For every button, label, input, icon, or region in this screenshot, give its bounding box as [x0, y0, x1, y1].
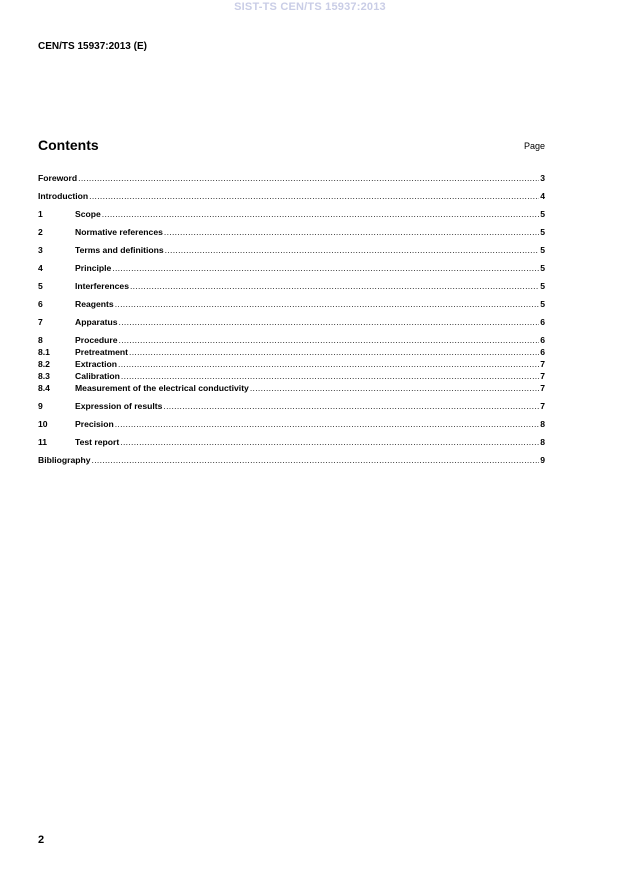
- toc-page: 6: [540, 317, 545, 327]
- toc-number: 5: [38, 281, 43, 291]
- toc-page: 6: [540, 335, 545, 345]
- dot-leader: [89, 191, 539, 201]
- toc-entry-foreword[interactable]: [38, 173, 545, 183]
- toc-entry-8-4[interactable]: [38, 383, 545, 393]
- toc-entry-9[interactable]: [38, 401, 545, 411]
- toc-page: 8: [540, 419, 545, 429]
- toc-entry-8[interactable]: [38, 335, 545, 345]
- toc-entry-8-1[interactable]: [38, 347, 545, 357]
- toc-title: Calibration: [75, 371, 120, 381]
- toc-page: 8: [540, 437, 545, 447]
- toc-entry-6[interactable]: [38, 299, 545, 309]
- toc-number: 10: [38, 419, 48, 429]
- toc-number: 3: [38, 245, 43, 255]
- toc-title: Terms and definitions: [75, 245, 164, 255]
- toc-title: Principle: [75, 263, 112, 273]
- dot-leader: [130, 281, 539, 291]
- toc-entry-5[interactable]: [38, 281, 545, 291]
- dot-leader: [250, 383, 539, 393]
- toc-title: Extraction: [75, 359, 118, 369]
- toc-title: Precision: [75, 419, 114, 429]
- dot-leader: [115, 299, 540, 309]
- dot-leader: [121, 371, 539, 381]
- toc-title: Test report: [75, 437, 120, 447]
- page-column-label: Page: [523, 141, 545, 151]
- toc-page: 5: [540, 299, 545, 309]
- toc-title: Expression of results: [75, 401, 163, 411]
- toc-page: 7: [540, 359, 545, 369]
- toc-entry-1[interactable]: [38, 209, 545, 219]
- dot-leader: [164, 227, 539, 237]
- toc-page: 5: [540, 209, 545, 219]
- dot-leader: [120, 437, 539, 447]
- dot-leader: [118, 359, 539, 369]
- toc-number: 11: [38, 437, 48, 447]
- toc-number: 8.3: [38, 371, 50, 381]
- page-number: 2: [38, 834, 45, 846]
- toc-entry-introduction[interactable]: [38, 191, 545, 201]
- dot-leader: [129, 347, 539, 357]
- dot-leader: [119, 317, 540, 327]
- toc-number: 6: [38, 299, 43, 309]
- toc-number: 8.1: [38, 347, 50, 357]
- toc-page: 9: [540, 455, 545, 465]
- toc-page: 7: [540, 371, 545, 381]
- toc-number: 8: [38, 335, 43, 345]
- toc-number: 7: [38, 317, 43, 327]
- dot-leader: [163, 401, 539, 411]
- dot-leader: [119, 335, 540, 345]
- toc-page: 3: [540, 173, 545, 183]
- toc-number: 9: [38, 401, 43, 411]
- table-of-contents: [38, 173, 545, 465]
- toc-title: Introduction: [38, 191, 89, 201]
- toc-entry-4[interactable]: [38, 263, 545, 273]
- toc-title: Pretreatment: [75, 347, 129, 357]
- toc-title: Foreword: [38, 173, 78, 183]
- toc-title: Scope: [75, 209, 101, 219]
- toc-entry-11[interactable]: [38, 437, 545, 447]
- toc-number: 8.4: [38, 383, 50, 393]
- toc-page: 6: [540, 347, 545, 357]
- watermark: SIST-TS CEN/TS 15937:2013: [234, 1, 386, 13]
- toc-title: Normative references: [75, 227, 163, 237]
- toc-page: 4: [540, 191, 545, 201]
- toc-page: 5: [540, 227, 545, 237]
- toc-entry-bibliography[interactable]: [38, 455, 545, 465]
- toc-page: 5: [540, 281, 545, 291]
- toc-page: 5: [540, 263, 545, 273]
- toc-title: Measurement of the electrical conductivity: [75, 383, 249, 393]
- toc-entry-10[interactable]: [38, 419, 545, 429]
- toc-title: Bibliography: [38, 455, 91, 465]
- page-title: Contents: [38, 137, 99, 153]
- dot-leader: [112, 263, 539, 273]
- toc-title: Interferences: [75, 281, 129, 291]
- toc-title: Reagents: [75, 299, 114, 309]
- document-reference: CEN/TS 15937:2013 (E): [38, 41, 147, 52]
- dot-leader: [102, 209, 539, 219]
- toc-page: 5: [540, 245, 545, 255]
- toc-entry-8-2[interactable]: [38, 359, 545, 369]
- dot-leader: [115, 419, 540, 429]
- toc-title: Procedure: [75, 335, 118, 345]
- toc-entry-2[interactable]: [38, 227, 545, 237]
- toc-number: 4: [38, 263, 43, 273]
- toc-title: Apparatus: [75, 317, 118, 327]
- toc-page: 7: [540, 383, 545, 393]
- toc-entry-3[interactable]: [38, 245, 545, 255]
- toc-entry-7[interactable]: [38, 317, 545, 327]
- toc-page: 7: [540, 401, 545, 411]
- toc-number: 2: [38, 227, 43, 237]
- dot-leader: [165, 245, 540, 255]
- toc-entry-8-3[interactable]: [38, 371, 545, 381]
- toc-number: 1: [38, 209, 43, 219]
- dot-leader: [92, 455, 540, 465]
- dot-leader: [78, 173, 539, 183]
- toc-number: 8.2: [38, 359, 50, 369]
